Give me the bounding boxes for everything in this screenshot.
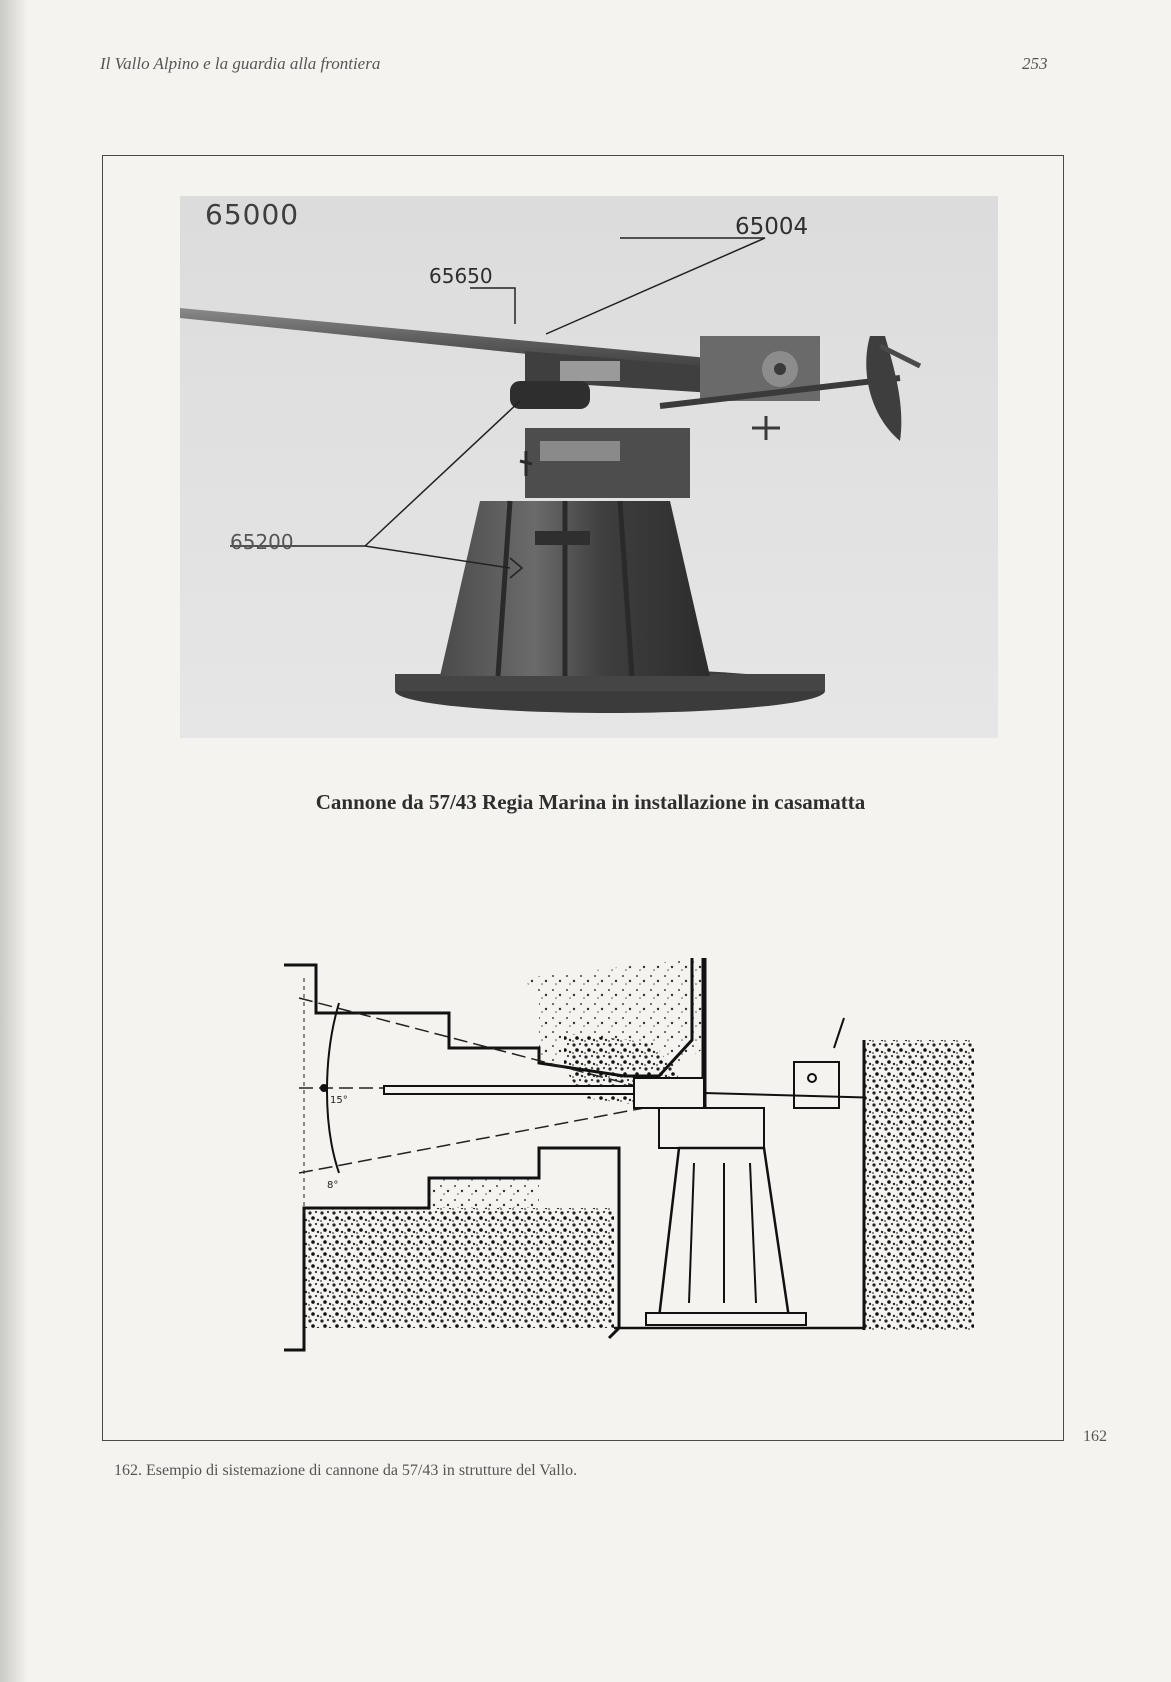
casemate-section-drawing-image [284, 958, 974, 1398]
photo-caption: Cannone da 57/43 Regia Marina in installazione in casamatta [315, 790, 866, 814]
part-label-barrel: 65004 [735, 214, 809, 240]
page-gutter-shadow [0, 0, 28, 1682]
elevation-angle-label: 15° [330, 1095, 348, 1106]
gun-photograph-image [180, 196, 998, 738]
figure-number: 162 [1083, 1428, 1107, 1445]
part-label-mount: 65200 [230, 530, 294, 554]
running-head-title: Il Vallo Alpino e la guardia alla frontiera [100, 54, 381, 73]
part-label-sight: 65650 [429, 264, 493, 288]
casemate-section-drawing [284, 958, 974, 1398]
page-number: 253 [1022, 54, 1048, 73]
gun-photograph [180, 196, 998, 738]
figure-caption: 162. Esempio di sistemazione di cannone da 57/43 in strutture del Vallo. [114, 1462, 578, 1479]
part-label-assembly: 65000 [205, 198, 300, 231]
depression-angle-label: 8° [327, 1180, 339, 1191]
